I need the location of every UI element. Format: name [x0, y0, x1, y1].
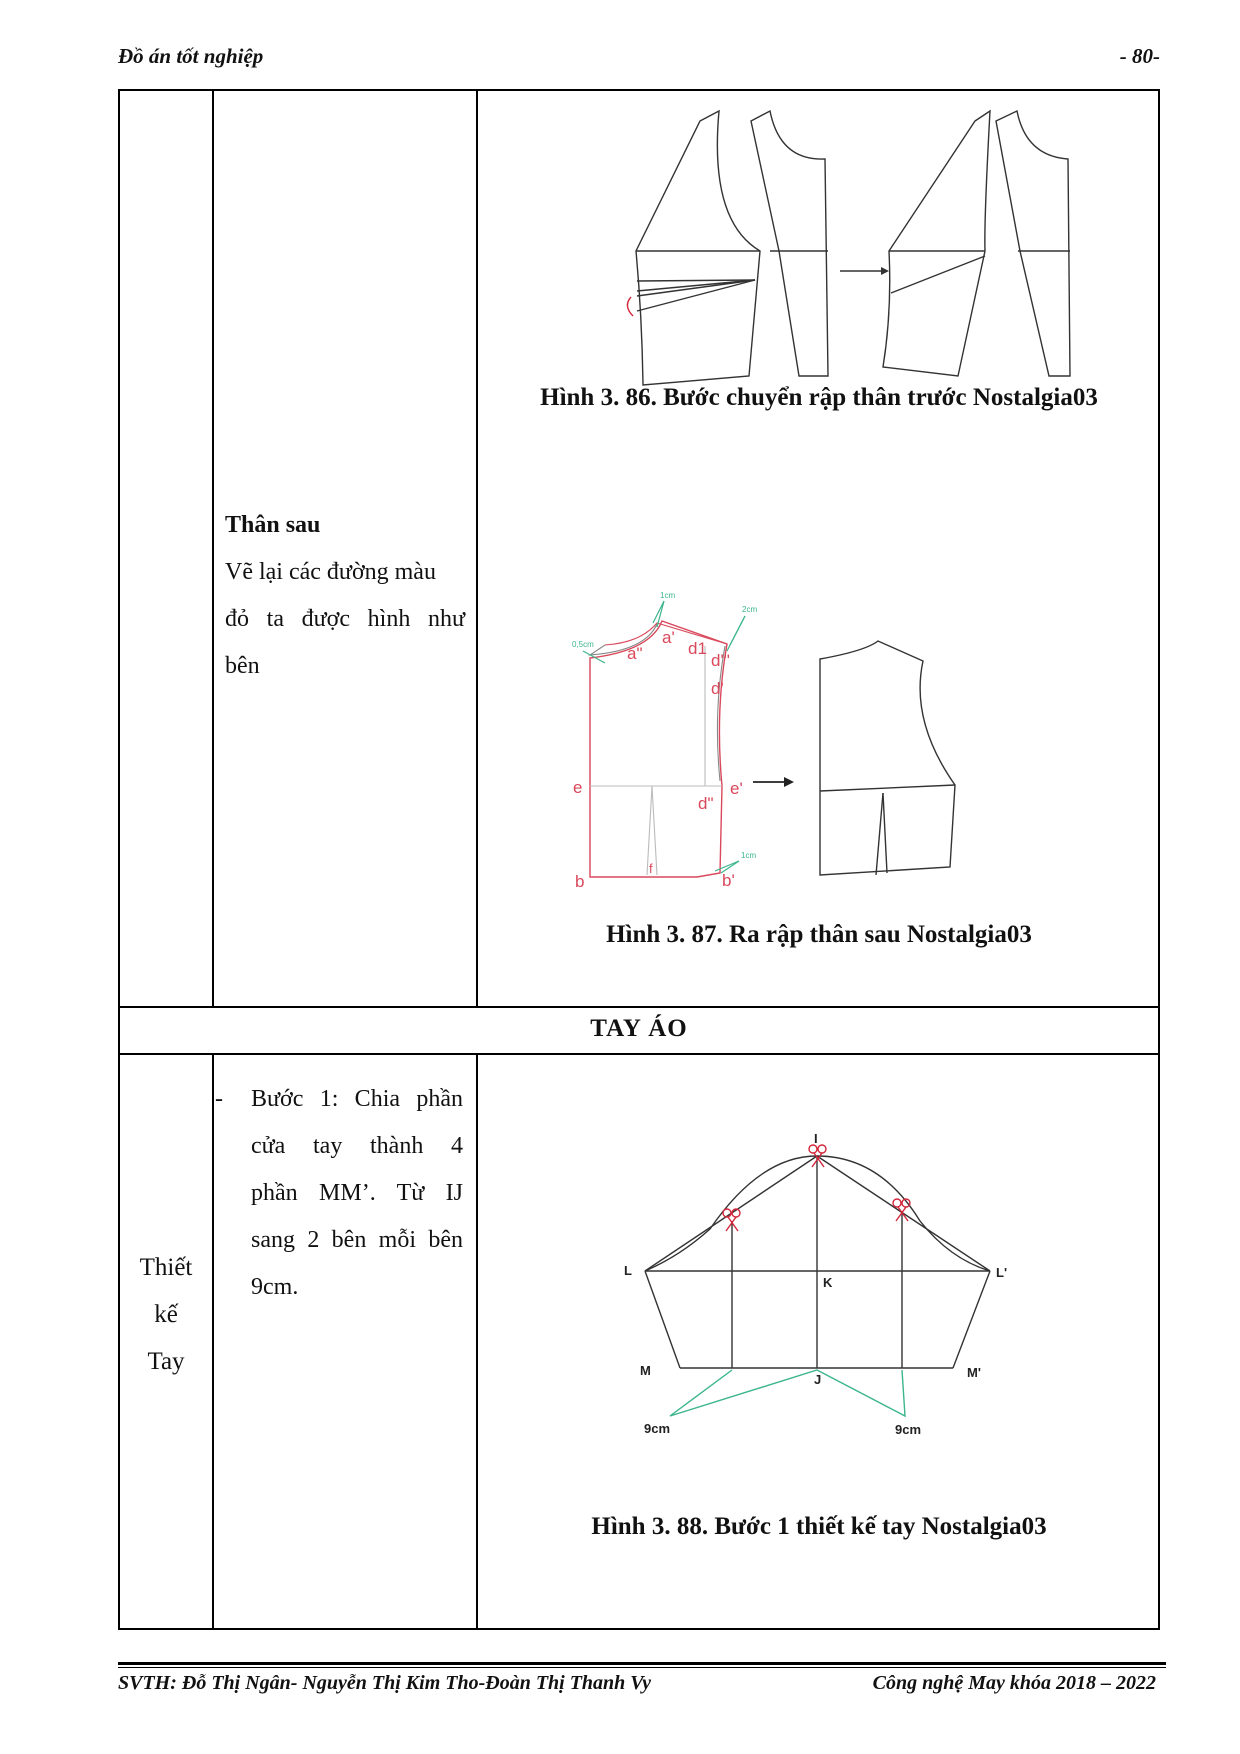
label-9cm-right: 9cm [895, 1422, 922, 1437]
label-L: L [624, 1263, 632, 1278]
label-I: I [814, 1131, 818, 1146]
label-05cm: 0,5cm [572, 640, 594, 649]
fig87-red-outline [590, 621, 727, 877]
row-divider-1 [120, 1006, 1158, 1008]
figure-86-caption: Hình 3. 86. Bước chuyển rập thân trước Nostalgia03 [540, 384, 1098, 411]
footer-rule-thin [118, 1667, 1166, 1668]
body-line-1: Vẽ lại các đường màu [225, 559, 436, 585]
fig86-front-left-piece [636, 111, 760, 385]
step-line-4: sang 2 bên mỗi bên [251, 1227, 463, 1253]
label-f: f [649, 861, 653, 876]
footer-authors: SVTH: Đỗ Thị Ngân- Nguyễn Thị Kim Tho-Đoàn Thị Thanh Vy [118, 1672, 652, 1694]
col-divider-1 [212, 91, 214, 1006]
fig86-front-right-piece [883, 111, 990, 376]
label-line-2: kế [154, 1301, 178, 1328]
label-1cm-top: 1cm [660, 591, 676, 600]
body-line-2: đỏ ta được hình như [225, 606, 465, 632]
fig88-green-lines [670, 1370, 905, 1416]
label-2cm: 2cm [742, 605, 758, 614]
label-L1: L' [996, 1265, 1008, 1280]
label-d1: d1 [688, 639, 707, 658]
label-e: e [573, 778, 583, 797]
label-J: J [814, 1372, 822, 1387]
section-tay-ao: TAY ÁO [590, 1015, 688, 1042]
col-divider-4 [476, 1053, 478, 1630]
figure-88-drawing [620, 1131, 1040, 1461]
col-divider-3 [212, 1053, 214, 1630]
label-d2: d" [698, 794, 714, 813]
label-b1: b' [722, 871, 735, 890]
figure-88-caption: Hình 3. 88. Bước 1 thiết kế tay Nostalgia03 [591, 1513, 1047, 1540]
figure-86-drawing [565, 101, 1105, 401]
label-d3: d'" [711, 651, 730, 670]
fig86-back-right-piece [996, 111, 1070, 376]
content-table [118, 89, 1160, 1630]
step-line-2: cửa tay thành 4 [251, 1133, 463, 1159]
step-line-3: phần MM’. Từ IJ [251, 1180, 463, 1206]
step-line-5: 9cm. [251, 1274, 299, 1300]
figure-87-drawing [565, 561, 1145, 901]
step-1-text [251, 1076, 463, 1311]
label-a2: a" [627, 644, 643, 663]
thiet-ke-tay-label [120, 1244, 212, 1385]
footer-course: Công nghệ May khóa 2018 – 2022 [872, 1672, 1156, 1694]
body-line-3: bên [225, 653, 260, 679]
than-sau-text [225, 502, 465, 690]
header-title: Đồ án tốt nghiệp [118, 44, 264, 68]
label-line-1: Thiết [139, 1254, 193, 1281]
step-line-1: Bước 1: Chia phần [251, 1086, 463, 1112]
label-M: M [640, 1363, 651, 1378]
footer-rule-thick [118, 1662, 1166, 1665]
label-1cm-bottom: 1cm [741, 851, 757, 860]
label-b: b [575, 872, 585, 891]
label-9cm-left: 9cm [644, 1421, 671, 1436]
than-sau-title: Thân sau [225, 512, 321, 538]
label-d1p: d' [711, 679, 724, 698]
label-M1: M' [967, 1365, 981, 1380]
figure-87-caption: Hình 3. 87. Ra rập thân sau Nostalgia03 [606, 921, 1032, 948]
step-dash: - [215, 1086, 223, 1112]
label-line-3: Tay [147, 1348, 185, 1375]
label-a1: a' [662, 628, 675, 647]
label-K: K [823, 1275, 833, 1290]
col-divider-2 [476, 91, 478, 1006]
fig87-finished-back [820, 641, 955, 875]
page-number: - 80- [1119, 44, 1160, 68]
label-e1: e' [730, 779, 743, 798]
row-divider-2 [120, 1053, 1158, 1055]
fig86-back-left-piece [751, 111, 828, 376]
